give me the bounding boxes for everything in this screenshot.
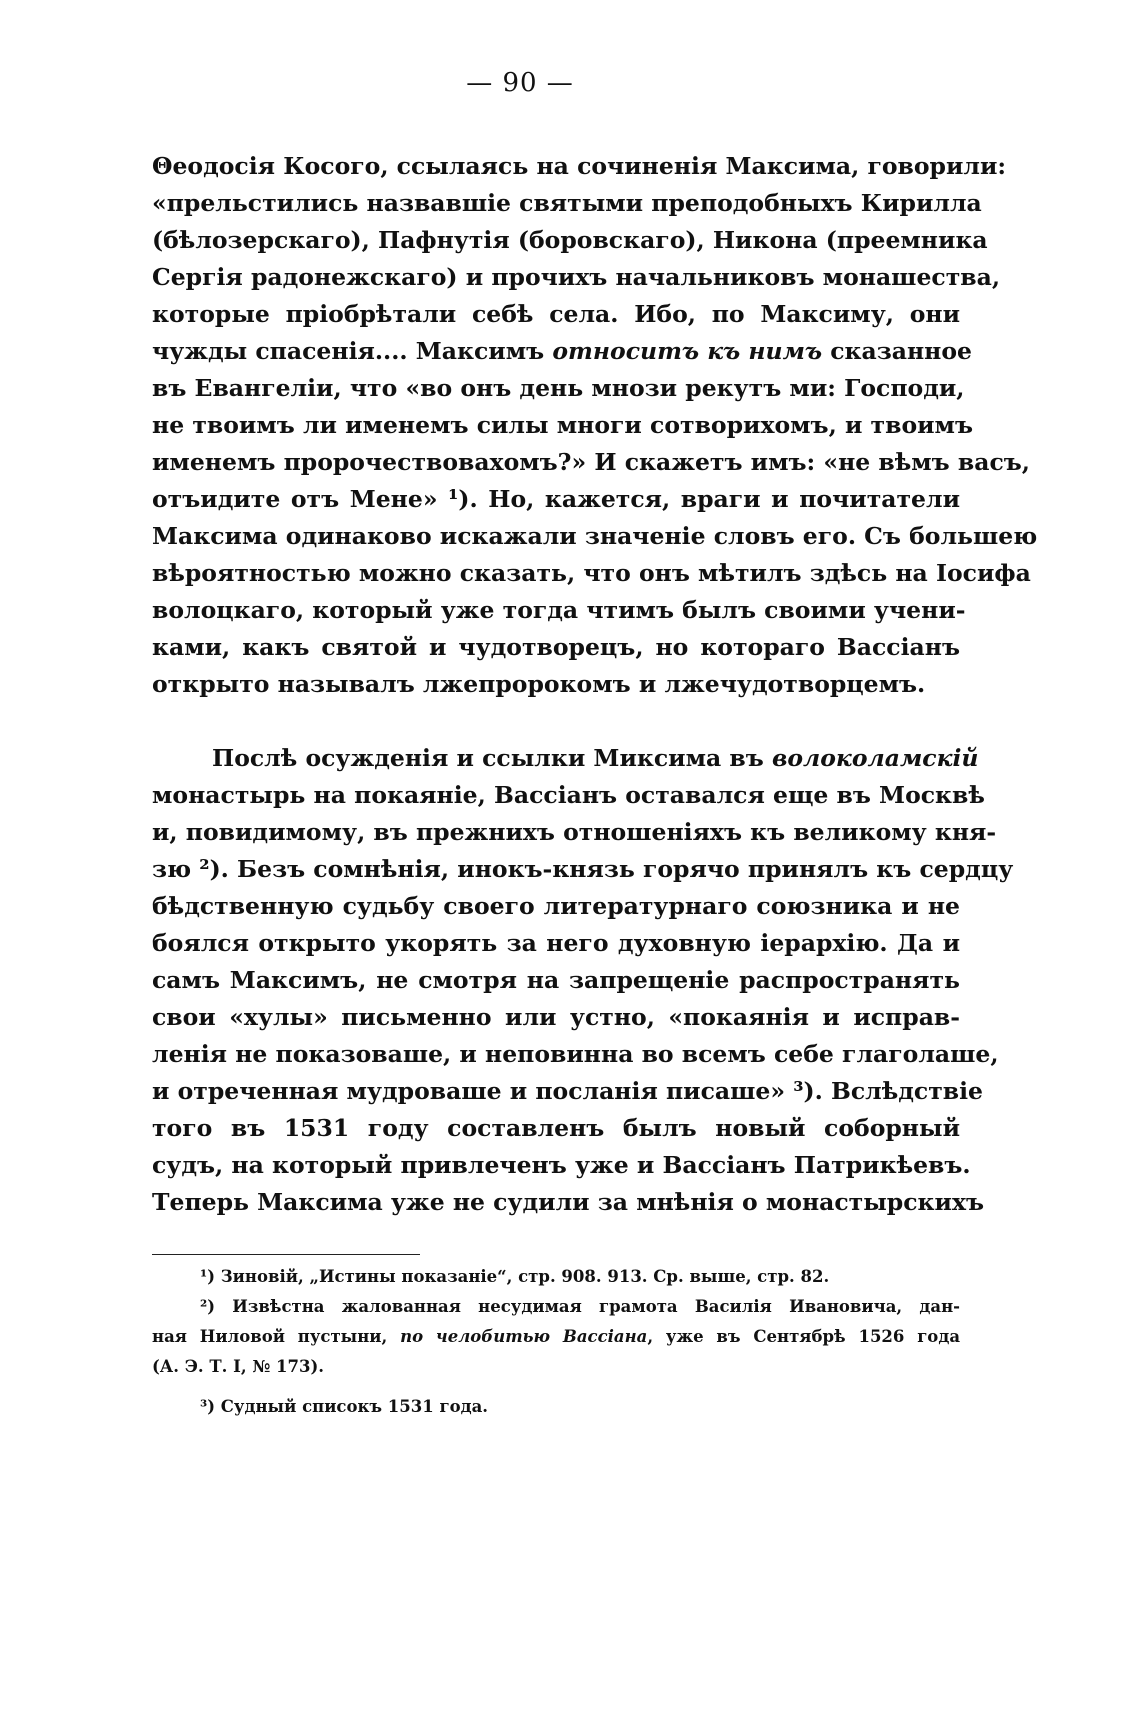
text-line: зю ²). Безъ сомнѣнія, инокъ-князь горячо принялъ къ сердцу xyxy=(152,855,1014,883)
text-line: Максима одинаково искажали значеніе словъ его. Съ большею xyxy=(152,522,1038,550)
text-line xyxy=(152,333,972,370)
text-line: волоцкаго, который уже тогда чтимъ былъ своими учени- xyxy=(152,596,966,624)
text-line: самъ Максимъ, не смотря на запрещеніе распространять xyxy=(152,966,960,994)
footnote-3: ³) Судный списокъ 1531 года. xyxy=(200,1397,489,1416)
text-line xyxy=(152,740,979,777)
paragraph-2 xyxy=(152,740,1014,1221)
footnote-2-line-1: ²) Извѣстна жалованная несудимая грамота Василія Ивановича, дан- xyxy=(200,1297,960,1316)
text-line: не твоимъ ли именемъ силы многи сотворихомъ, и твоимъ xyxy=(152,411,973,439)
text-line: монастырь на покаяніе, Вассіанъ оставался еще въ Москвѣ xyxy=(152,781,985,809)
text-fragment: , уже въ Сентябрѣ 1526 года xyxy=(647,1327,961,1346)
text-line: ленія не показоваше, и неповинна во всемъ себе глаголаше, xyxy=(152,1040,999,1068)
text-line: открыто называлъ лжепророкомъ и лжечудотворцемъ. xyxy=(152,670,926,698)
text-fragment: чужды спасенія.... Максимъ xyxy=(152,337,553,365)
text-line: которые пріобрѣтали себѣ села. Ибо, по Максиму, они xyxy=(152,300,960,328)
footnotes xyxy=(152,1262,960,1422)
footnote-separator xyxy=(152,1254,420,1255)
text-line: и отреченная мудроваше и посланія писаше» ³). Вслѣдствіе xyxy=(152,1077,984,1105)
text-fragment: Послѣ осужденія и ссылки Миксима въ xyxy=(212,744,772,772)
text-line: (бѣлозерскаго), Пафнутія (боровскаго), Никона (преемника xyxy=(152,226,988,254)
text-line: именемъ пророчествовахомъ?» И скажетъ имъ: «не вѣмъ васъ, xyxy=(152,448,1030,476)
italic-phrase: по челобитью Вассіана xyxy=(400,1327,648,1346)
text-line: боялся открыто укорять за него духовную іерархію. Да и xyxy=(152,929,960,957)
footnote-1: ¹) Зиновій, „Истины показаніе“, стр. 908. 913. Ср. выше, стр. 82. xyxy=(200,1267,830,1286)
text-line: судъ, на который привлеченъ уже и Вассіанъ Патрикѣевъ. xyxy=(152,1151,971,1179)
text-fragment: сказанное xyxy=(822,337,972,365)
text-line: отъидите отъ Мене» ¹). Но, кажется, враги и почитатели xyxy=(152,485,960,513)
text-line: Теперь Максима уже не судили за мнѣнія о монастырскихъ xyxy=(152,1188,984,1216)
text-line: «прельстились назвавшіе святыми преподобныхъ Кирилла xyxy=(152,189,982,217)
text-line: свои «хулы» письменно или устно, «покаянія и исправ- xyxy=(152,1003,960,1031)
text-line: Сергія радонежскаго) и прочихъ начальниковъ монашества, xyxy=(152,263,1000,291)
text-line: того въ 1531 году составленъ былъ новый соборный xyxy=(152,1114,960,1142)
text-line: въ Евангеліи, что «во онъ день мнози рекутъ ми: Господи, xyxy=(152,374,965,402)
footnote-2-line-2 xyxy=(152,1322,960,1352)
italic-phrase: относитъ къ нимъ xyxy=(552,337,823,365)
text-line: вѣроятностью можно сказать, что онъ мѣтилъ здѣсь на Іосифа xyxy=(152,559,1031,587)
text-line: Θеодосія Косого, ссылаясь на сочиненія Максима, говорили: xyxy=(152,152,1007,180)
footnote-2-line-3: (А. Э. Т. I, № 173). xyxy=(152,1357,324,1376)
text-line: и, повидимому, въ прежнихъ отношеніяхъ къ великому кня- xyxy=(152,818,997,846)
text-fragment: ная Ниловой пустыни, xyxy=(152,1327,401,1346)
paragraph-1 xyxy=(152,148,1038,703)
text-line: бѣдственную судьбу своего литературнаго союзника и не xyxy=(152,892,960,920)
italic-phrase: волоколамскій xyxy=(771,744,979,772)
page-number: — 90 — xyxy=(466,68,574,98)
text-line: ками, какъ святой и чудотворецъ, но котораго Вассіанъ xyxy=(152,633,960,661)
